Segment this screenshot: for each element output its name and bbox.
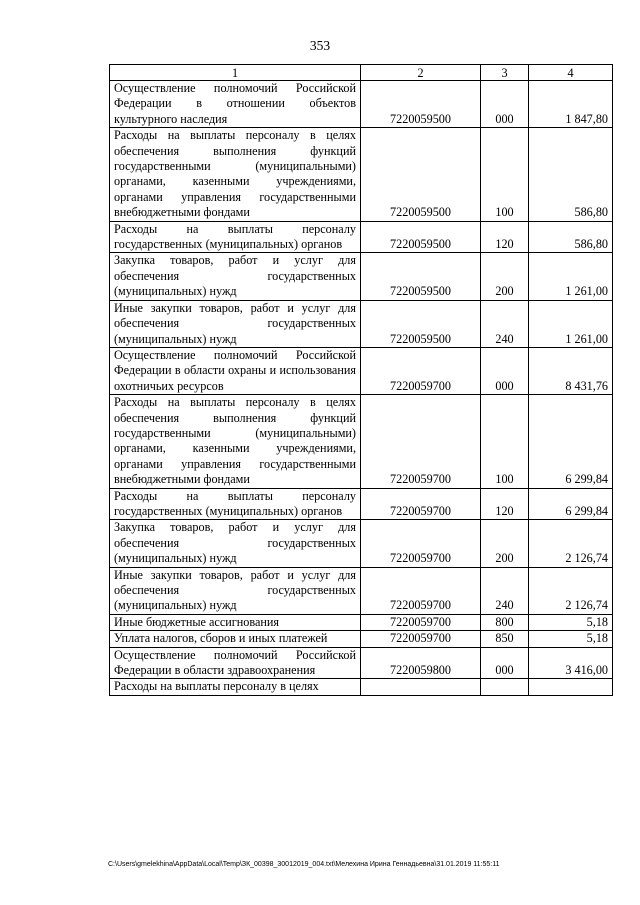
table-row: [110, 631, 613, 647]
row-type-cell: 200: [481, 520, 529, 567]
row-name-cell: Закупка товаров, работ и услуг для обеспечения государственных (муниципальных) нужд: [110, 520, 361, 567]
table-row: [110, 614, 613, 630]
row-code-cell: [361, 679, 481, 695]
row-type-cell: 120: [481, 488, 529, 520]
table-row: [110, 395, 613, 488]
row-code-cell: 7220059700: [361, 395, 481, 488]
row-type-cell: 100: [481, 128, 529, 221]
table-body: [110, 65, 613, 696]
row-amount-cell: 1 261,00: [529, 300, 613, 347]
column-header-3: 3: [481, 65, 529, 81]
row-code-cell: 7220059700: [361, 631, 481, 647]
row-name-cell: Осуществление полномочий Российской Федерации в области охраны и использования охотничьих ресурсов: [110, 347, 361, 394]
column-header-2: 2: [361, 65, 481, 81]
row-code-cell: 7220059700: [361, 520, 481, 567]
row-amount-cell: [529, 679, 613, 695]
row-name-cell: Осуществление полномочий Российской Федерации в отношении объектов культурного наследия: [110, 81, 361, 128]
row-type-cell: 240: [481, 567, 529, 614]
row-name-cell: Иные закупки товаров, работ и услуг для обеспечения государственных (муниципальных) нужд: [110, 300, 361, 347]
row-amount-cell: 2 126,74: [529, 520, 613, 567]
row-name-cell: Уплата налогов, сборов и иных платежей: [110, 631, 361, 647]
row-amount-cell: 1 847,80: [529, 81, 613, 128]
row-name-cell: Осуществление полномочий Российской Федерации в области здравоохранения: [110, 647, 361, 679]
table-row: [110, 520, 613, 567]
page-number: 353: [309, 38, 331, 53]
table-row: [110, 128, 613, 221]
row-type-cell: 850: [481, 631, 529, 647]
row-type-cell: 100: [481, 395, 529, 488]
row-code-cell: 7220059500: [361, 221, 481, 253]
row-code-cell: 7220059500: [361, 81, 481, 128]
row-amount-cell: 8 431,76: [529, 347, 613, 394]
row-code-cell: 7220059800: [361, 647, 481, 679]
file-path-footer: C:\Users\gmelekhina\AppData\Local\Temp\ЗК_00398_30012019_004.txt\Мелехина Ирина Геннадьевна\31.01.2019 11:55:11: [108, 861, 500, 868]
table-header-row: [110, 65, 613, 81]
row-type-cell: 200: [481, 253, 529, 300]
row-amount-cell: 5,18: [529, 614, 613, 630]
budget-table: [109, 64, 613, 696]
row-name-cell: Расходы на выплаты персоналу государственных (муниципальных) органов: [110, 488, 361, 520]
table-row: [110, 647, 613, 679]
row-amount-cell: 6 299,84: [529, 395, 613, 488]
table-row: [110, 253, 613, 300]
row-name-cell: Расходы на выплаты персоналу в целях: [110, 679, 361, 695]
table-row: [110, 221, 613, 253]
row-code-cell: 7220059500: [361, 128, 481, 221]
column-header-1: 1: [110, 65, 361, 81]
table-row: [110, 488, 613, 520]
row-amount-cell: 586,80: [529, 128, 613, 221]
row-code-cell: 7220059700: [361, 567, 481, 614]
row-type-cell: 000: [481, 347, 529, 394]
row-code-cell: 7220059700: [361, 614, 481, 630]
row-type-cell: 120: [481, 221, 529, 253]
row-type-cell: 000: [481, 81, 529, 128]
row-type-cell: 240: [481, 300, 529, 347]
row-code-cell: 7220059500: [361, 253, 481, 300]
row-name-cell: Расходы на выплаты персоналу в целях обеспечения выполнения функций государственными (муниципальными) органами, казенными учреждениями, органами управления государственными внебюджетными фондами: [110, 128, 361, 221]
row-code-cell: 7220059500: [361, 300, 481, 347]
row-amount-cell: 586,80: [529, 221, 613, 253]
row-name-cell: Иные бюджетные ассигнования: [110, 614, 361, 630]
table-row: [110, 567, 613, 614]
row-code-cell: 7220059700: [361, 488, 481, 520]
table-row: [110, 300, 613, 347]
row-amount-cell: 3 416,00: [529, 647, 613, 679]
row-name-cell: Расходы на выплаты персоналу в целях обеспечения выполнения функций государственными (муниципальными) органами, казенными учреждениями, органами управления государственными внебюджетными фондами: [110, 395, 361, 488]
row-type-cell: [481, 679, 529, 695]
table-row: [110, 347, 613, 394]
row-amount-cell: 2 126,74: [529, 567, 613, 614]
table-row: [110, 679, 613, 695]
row-amount-cell: 1 261,00: [529, 253, 613, 300]
row-type-cell: 000: [481, 647, 529, 679]
row-amount-cell: 6 299,84: [529, 488, 613, 520]
column-header-4: 4: [529, 65, 613, 81]
row-name-cell: Закупка товаров, работ и услуг для обеспечения государственных (муниципальных) нужд: [110, 253, 361, 300]
table-row: [110, 81, 613, 128]
row-type-cell: 800: [481, 614, 529, 630]
row-code-cell: 7220059700: [361, 347, 481, 394]
row-amount-cell: 5,18: [529, 631, 613, 647]
row-name-cell: Расходы на выплаты персоналу государственных (муниципальных) органов: [110, 221, 361, 253]
row-name-cell: Иные закупки товаров, работ и услуг для обеспечения государственных (муниципальных) нужд: [110, 567, 361, 614]
